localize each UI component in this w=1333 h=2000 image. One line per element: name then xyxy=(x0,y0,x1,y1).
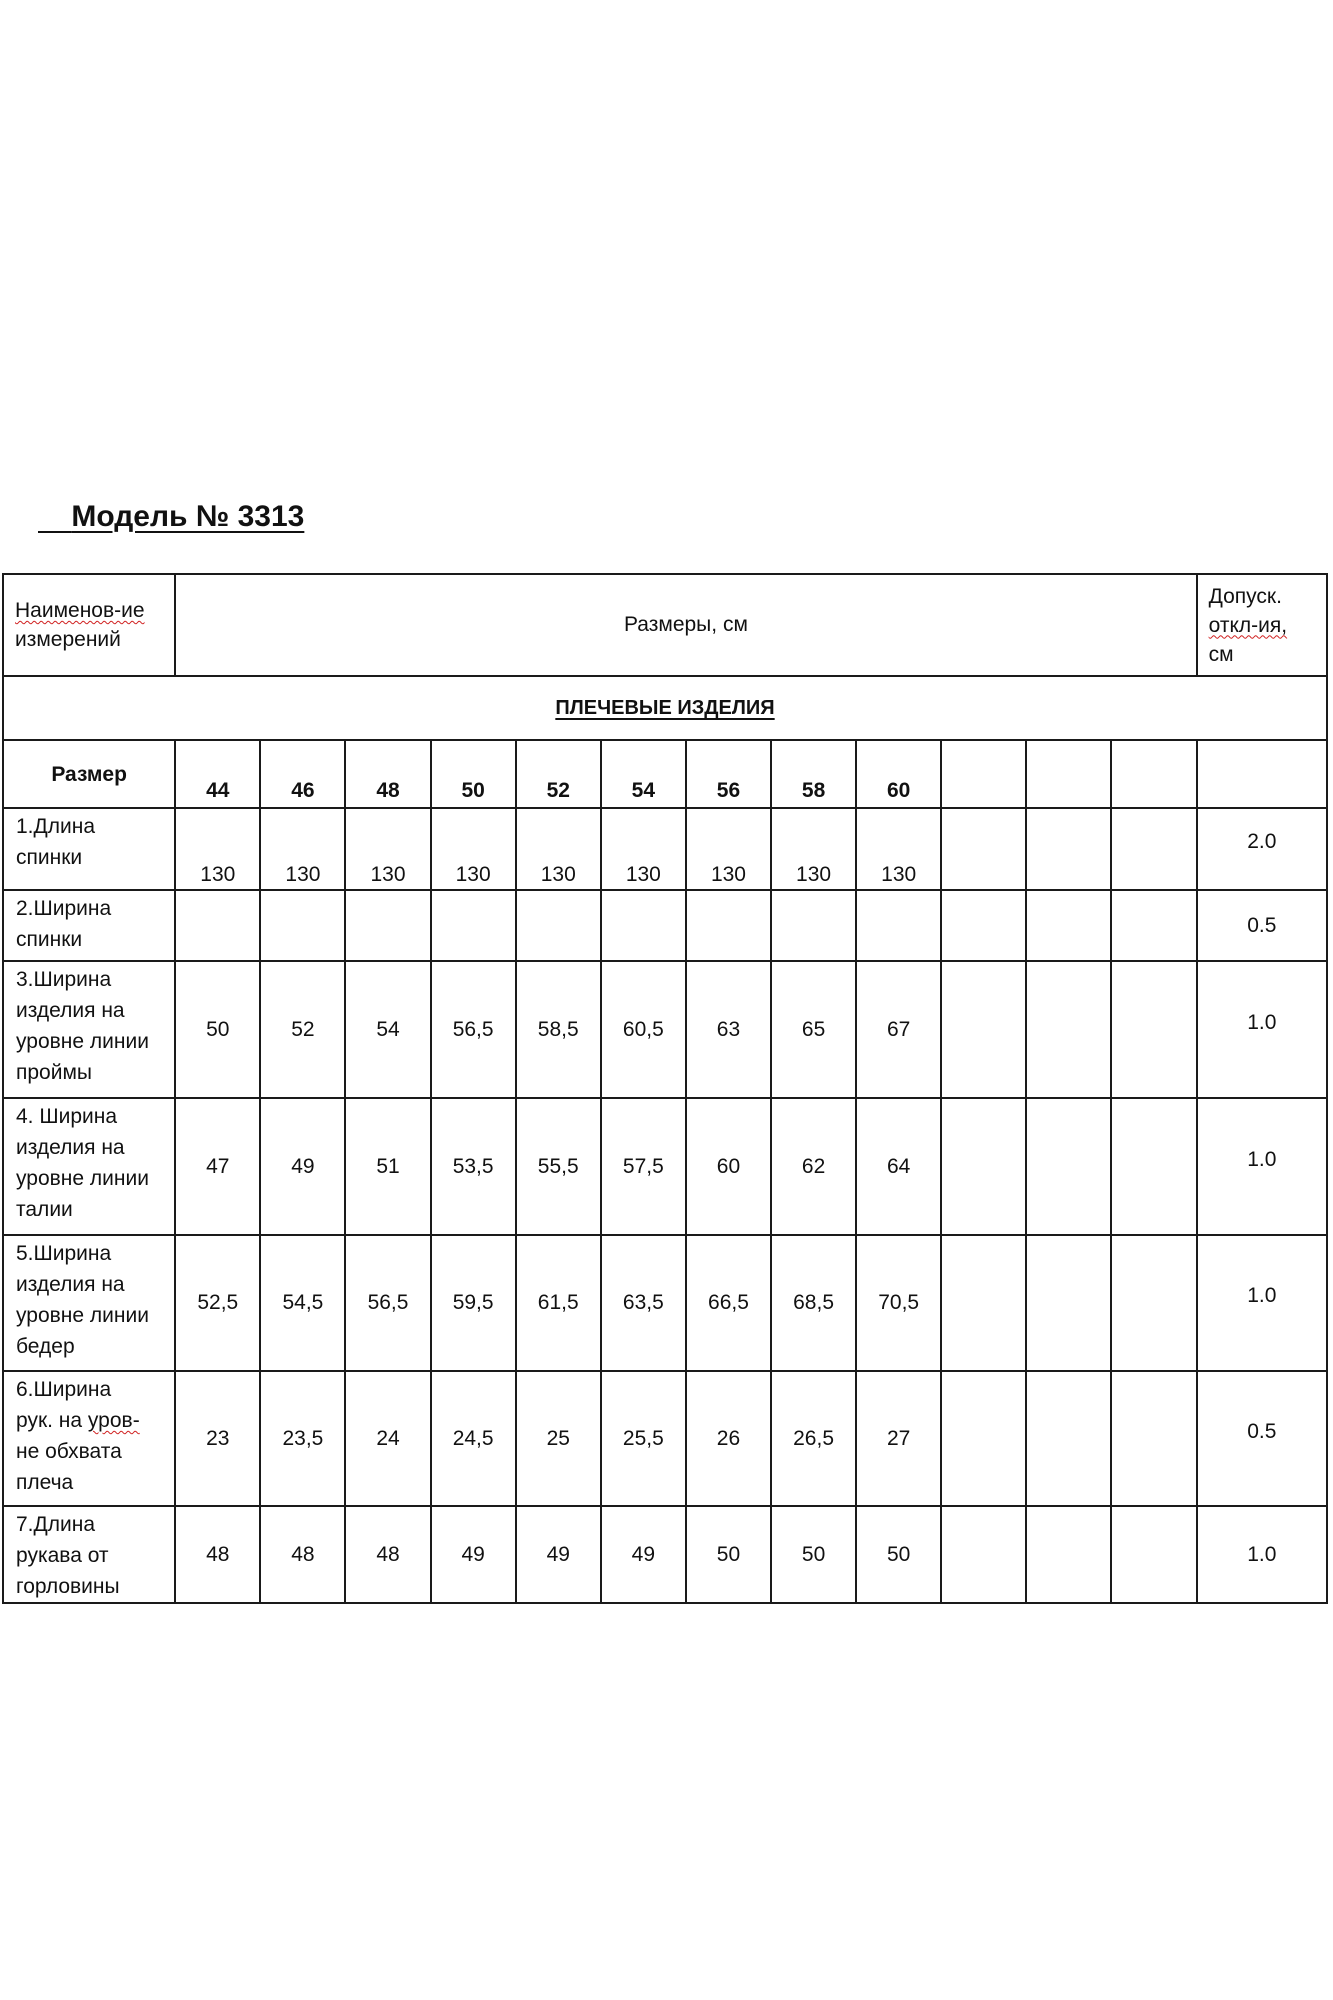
size-cell: 50 xyxy=(431,740,516,808)
measurement-value xyxy=(1026,808,1111,890)
measurement-value: 53,5 xyxy=(431,1098,516,1235)
measurement-value: 68,5 xyxy=(771,1235,856,1371)
measurement-value xyxy=(1111,1506,1196,1603)
size-cell: 52 xyxy=(516,740,601,808)
measurement-value: 55,5 xyxy=(516,1098,601,1235)
measurement-value: 50 xyxy=(175,961,260,1098)
section-title xyxy=(3,676,1327,740)
measurement-value: 56,5 xyxy=(345,1235,430,1371)
tolerance-value: 1.0 xyxy=(1197,1098,1327,1235)
tolerance-value: 2.0 xyxy=(1197,808,1327,890)
measurement-name: 1.Длина спинки xyxy=(3,808,175,890)
measurement-value: 130 xyxy=(856,808,941,890)
measurement-value xyxy=(260,890,345,961)
measurement-value: 62 xyxy=(771,1098,856,1235)
measurement-value xyxy=(941,890,1026,961)
measurement-value: 70,5 xyxy=(856,1235,941,1371)
tolerance-value: 1.0 xyxy=(1197,1506,1327,1603)
measurement-value: 63 xyxy=(686,961,771,1098)
measurement-row xyxy=(3,1098,1327,1235)
measurement-value xyxy=(856,890,941,961)
measurement-value xyxy=(1111,1235,1196,1371)
measurement-value xyxy=(1026,890,1111,961)
measurement-value: 130 xyxy=(771,808,856,890)
measurement-value: 130 xyxy=(516,808,601,890)
measurement-value: 130 xyxy=(601,808,686,890)
tolerance-value: 1.0 xyxy=(1197,1235,1327,1371)
measurement-value: 48 xyxy=(345,1506,430,1603)
header-sizes: Размеры, см xyxy=(175,574,1196,676)
header-name-line1: Наименов-ие xyxy=(15,599,145,622)
measurement-value xyxy=(601,890,686,961)
measurement-value: 64 xyxy=(856,1098,941,1235)
spellcheck-mark: уров- xyxy=(87,1409,140,1432)
measurement-value xyxy=(941,1235,1026,1371)
header-tolerance-line1: Допуск. xyxy=(1208,584,1282,608)
measurement-value: 61,5 xyxy=(516,1235,601,1371)
measurement-value: 65 xyxy=(771,961,856,1098)
measurement-value: 67 xyxy=(856,961,941,1098)
measurement-value xyxy=(941,1506,1026,1603)
header-row xyxy=(3,574,1327,676)
tolerance-value: 0.5 xyxy=(1197,890,1327,961)
measurement-value: 63,5 xyxy=(601,1235,686,1371)
measurement-value xyxy=(771,890,856,961)
measurement-value xyxy=(1026,1235,1111,1371)
measurement-value xyxy=(941,808,1026,890)
tolerance-value: 0.5 xyxy=(1197,1371,1327,1506)
section-row xyxy=(3,676,1327,740)
measurement-value: 130 xyxy=(431,808,516,890)
size-cell: 60 xyxy=(856,740,941,808)
measurement-value: 54,5 xyxy=(260,1235,345,1371)
size-cell: 56 xyxy=(686,740,771,808)
section-title-text: ПЛЕЧЕВЫЕ ИЗДЕЛИЯ xyxy=(555,696,775,719)
size-row-tolerance-cell xyxy=(1197,740,1327,808)
size-cell: 54 xyxy=(601,740,686,808)
header-tolerance-line2: откл-ия, xyxy=(1208,613,1288,637)
model-title-text: Модель № 3313 xyxy=(71,500,305,533)
measurement-value: 130 xyxy=(175,808,260,890)
measurement-value: 26,5 xyxy=(771,1371,856,1506)
size-cell: 46 xyxy=(260,740,345,808)
measurement-value xyxy=(1111,961,1196,1098)
measurement-value: 51 xyxy=(345,1098,430,1235)
measurement-value xyxy=(941,1098,1026,1235)
measurement-value: 49 xyxy=(260,1098,345,1235)
measurement-value: 50 xyxy=(856,1506,941,1603)
measurement-value xyxy=(1026,1098,1111,1235)
measurement-value: 60,5 xyxy=(601,961,686,1098)
header-measurement-name xyxy=(3,574,175,676)
measurement-row xyxy=(3,1506,1327,1603)
measurement-value: 26 xyxy=(686,1371,771,1506)
measurement-row xyxy=(3,1371,1327,1506)
measurement-value xyxy=(941,1371,1026,1506)
measurement-value xyxy=(1111,808,1196,890)
measurement-value: 25,5 xyxy=(601,1371,686,1506)
measurement-value: 24,5 xyxy=(431,1371,516,1506)
measurement-value: 58,5 xyxy=(516,961,601,1098)
measurement-name: 6.Ширина рук. на уров- не обхвата плеча xyxy=(3,1371,175,1506)
measurement-value: 50 xyxy=(771,1506,856,1603)
measurement-value: 49 xyxy=(431,1506,516,1603)
header-tolerance-line3: см xyxy=(1208,642,1234,666)
measurement-value xyxy=(1111,1371,1196,1506)
measurement-value: 25 xyxy=(516,1371,601,1506)
measurement-value: 56,5 xyxy=(431,961,516,1098)
measurement-value: 49 xyxy=(601,1506,686,1603)
measurement-value: 49 xyxy=(516,1506,601,1603)
tolerance-value: 1.0 xyxy=(1197,961,1327,1098)
measurement-value: 47 xyxy=(175,1098,260,1235)
measurement-value xyxy=(1111,1098,1196,1235)
size-row-label: Размер xyxy=(3,740,175,808)
measurement-value: 48 xyxy=(260,1506,345,1603)
measurement-value xyxy=(941,961,1026,1098)
measurement-value xyxy=(345,890,430,961)
measurement-value: 27 xyxy=(856,1371,941,1506)
measurement-name: 5.Ширина изделия на уровне линии бедер xyxy=(3,1235,175,1371)
header-tolerance xyxy=(1197,574,1327,676)
size-cell xyxy=(1026,740,1111,808)
size-row xyxy=(3,740,1327,808)
size-cell: 48 xyxy=(345,740,430,808)
measurement-value: 130 xyxy=(260,808,345,890)
measurement-value: 130 xyxy=(345,808,430,890)
measurement-value: 23 xyxy=(175,1371,260,1506)
measurement-name: 3.Ширина изделия на уровне линии проймы xyxy=(3,961,175,1098)
measurement-row xyxy=(3,808,1327,890)
measurement-value: 66,5 xyxy=(686,1235,771,1371)
measurement-value xyxy=(516,890,601,961)
measurement-row xyxy=(3,961,1327,1098)
measurement-name: 7.Длина рукава от горловины xyxy=(3,1506,175,1603)
size-cell xyxy=(941,740,1026,808)
measurement-value xyxy=(1026,1506,1111,1603)
size-cell xyxy=(1111,740,1196,808)
header-name-line2: измерений xyxy=(15,628,121,651)
measurement-value xyxy=(1026,961,1111,1098)
measurement-value: 52,5 xyxy=(175,1235,260,1371)
measurement-value: 60 xyxy=(686,1098,771,1235)
measurement-name: 2.Ширина спинки xyxy=(3,890,175,961)
measurement-value: 54 xyxy=(345,961,430,1098)
measurement-value xyxy=(175,890,260,961)
measurement-value: 24 xyxy=(345,1371,430,1506)
measurement-row xyxy=(3,1235,1327,1371)
measurement-value xyxy=(431,890,516,961)
measurement-value: 23,5 xyxy=(260,1371,345,1506)
measurement-value: 59,5 xyxy=(431,1235,516,1371)
measurement-value: 48 xyxy=(175,1506,260,1603)
measurement-value xyxy=(1026,1371,1111,1506)
measurement-value xyxy=(1111,890,1196,961)
measurement-row xyxy=(3,890,1327,961)
size-chart-table xyxy=(2,573,1328,1604)
measurement-value: 130 xyxy=(686,808,771,890)
measurement-value: 57,5 xyxy=(601,1098,686,1235)
size-cell: 44 xyxy=(175,740,260,808)
page-title xyxy=(0,500,304,540)
measurement-value xyxy=(686,890,771,961)
measurement-value: 52 xyxy=(260,961,345,1098)
size-cell: 58 xyxy=(771,740,856,808)
measurement-name: 4. Ширина изделия на уровне линии талии xyxy=(3,1098,175,1235)
measurement-value: 50 xyxy=(686,1506,771,1603)
